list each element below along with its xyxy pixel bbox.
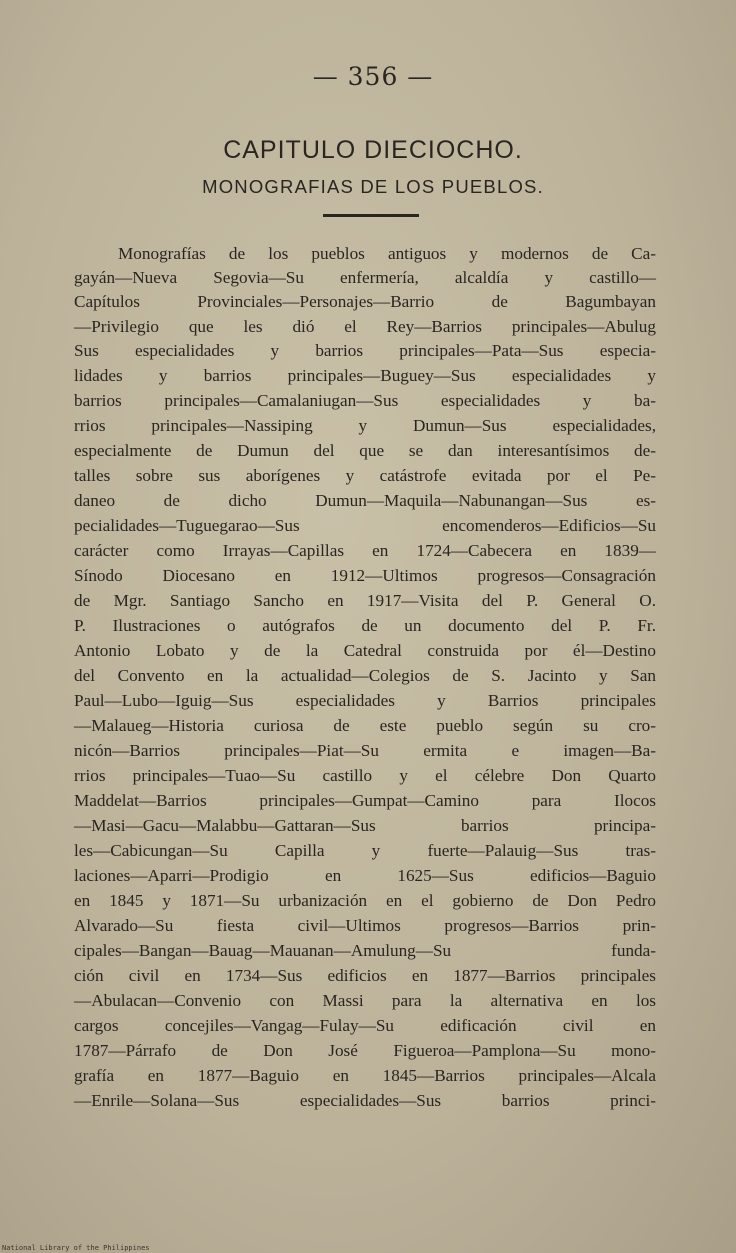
body-line: daneo de dicho Dumun—Maquila—Nabunangan—Sus es-	[74, 491, 656, 510]
body-line: Alvarado—Su fiesta civil—Ultimos progresos—Barrios prin-	[74, 916, 656, 935]
body-line: grafía en 1877—Baguio en 1845—Barrios principales—Alcala	[74, 1066, 656, 1085]
body-line: en 1845 y 1871—Su urbanización en el gobierno de Don Pedro	[74, 891, 656, 910]
body-line: lidades y barrios principales—Buguey—Sus especialidades y	[74, 366, 656, 385]
body-line: —Malaueg—Historia curiosa de este pueblo según su cro-	[74, 716, 656, 735]
body-line: Antonio Lobato y de la Catedral construida por él—Destino	[74, 641, 656, 660]
body-line: Monografías de los pueblos antiguos y modernos de Ca-	[118, 244, 656, 263]
body-line: especialmente de Dumun del que se dan interesantísimos de-	[74, 441, 656, 460]
chapter-subtitle: MONOGRAFIAS DE LOS PUEBLOS.	[202, 176, 544, 197]
body-line: nicón—Barrios principales—Piat—Su ermita e imagen—Ba-	[74, 741, 656, 760]
body-line: Maddelat—Barrios principales—Gumpat—Camino para Ilocos	[74, 791, 656, 810]
body-line: Capítulos Provinciales—Personajes—Barrio de Bagumbayan	[74, 292, 656, 311]
body-line: carácter como Irrayas—Capillas en 1724—Cabecera en 1839—	[74, 541, 656, 560]
title-divider	[323, 214, 419, 217]
body-line: rrios principales—Nassiping y Dumun—Sus especialidades,	[74, 416, 656, 435]
body-line: cipales—Bangan—Bauag—Mauanan—Amulung—Su funda-	[74, 941, 656, 960]
body-line: Sus especialidades y barrios principales—Pata—Sus especia-	[74, 341, 656, 360]
body-line: Paul—Lubo—Iguig—Sus especialidades y Barrios principales	[74, 691, 656, 710]
body-line: —Masi—Gacu—Malabbu—Gattaran—Sus barrios principa-	[74, 816, 656, 835]
body-line: barrios principales—Camalaniugan—Sus especialidades y ba-	[74, 391, 656, 410]
body-line: —Enrile—Solana—Sus especialidades—Sus barrios princi-	[74, 1091, 656, 1110]
body-line: cargos concejiles—Vangag—Fulay—Su edificación civil en	[74, 1016, 656, 1035]
body-line: —Abulacan—Convenio con Massi para la alternativa en los	[74, 991, 656, 1010]
body-line: pecialidades—Tuguegarao—Sus encomenderos—Edificios—Su	[74, 516, 656, 535]
body-line: gayán—Nueva Segovia—Su enfermería, alcaldía y castillo—	[74, 268, 656, 287]
body-line: de Mgr. Santiago Sancho en 1917—Visita del P. General O.	[74, 591, 656, 610]
page-number: — 356 —	[312, 62, 434, 91]
body-line: rrios principales—Tuao—Su castillo y el célebre Don Quarto	[74, 766, 656, 785]
chapter-title: CAPITULO DIECIOCHO.	[223, 136, 523, 164]
body-line: —Privilegio que les dió el Rey—Barrios principales—Abulug	[74, 317, 656, 336]
body-line: del Convento en la actualidad—Colegios de S. Jacinto y San	[74, 666, 656, 685]
body-line: laciones—Aparri—Prodigio en 1625—Sus edificios—Baguio	[74, 866, 656, 885]
body-line: talles sobre sus aborígenes y catástrofe evitada por el Pe-	[74, 466, 656, 485]
body-line: P. Ilustraciones o autógrafos de un documento del P. Fr.	[74, 616, 656, 635]
body-line: les—Cabicungan—Su Capilla y fuerte—Palauig—Sus tras-	[74, 841, 656, 860]
body-line: ción civil en 1734—Sus edificios en 1877—Barrios principales	[74, 966, 656, 985]
body-line: 1787—Párrafo de Don José Figueroa—Pamplona—Su mono-	[74, 1041, 656, 1060]
library-watermark: National Library of the Philippines	[2, 1244, 150, 1252]
body-line: Sínodo Diocesano en 1912—Ultimos progresos—Consagración	[74, 566, 656, 585]
